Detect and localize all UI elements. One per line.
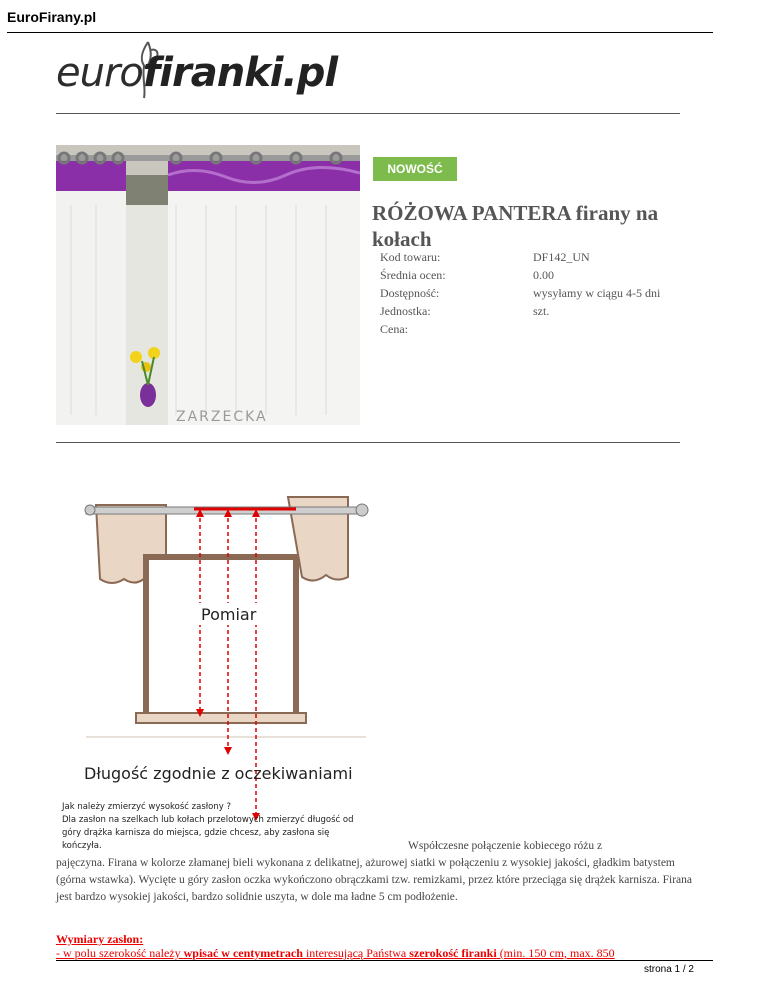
instruction-text: interesującą Państwa — [302, 946, 410, 960]
attribute-row — [380, 284, 683, 302]
product-image[interactable] — [56, 145, 360, 425]
attribute-row — [380, 266, 683, 284]
dimensions-title: Wymiary zasłon: — [56, 932, 144, 946]
attribute-label: Cena: — [380, 322, 408, 336]
attribute-value: szt. — [533, 304, 550, 318]
image-watermark: ZARZECKA — [176, 409, 268, 425]
product-description — [56, 838, 696, 906]
attribute-value — [533, 320, 683, 338]
instruction-text: - w polu szerokość należy — [56, 946, 184, 960]
attribute-label: Dostępność: — [380, 286, 440, 300]
logo-part-1: euro — [56, 50, 143, 96]
instruction-emphasis: wpisać w centymetrach — [183, 946, 303, 960]
footer-divider — [56, 960, 713, 961]
site-title: EuroFirany.pl — [7, 9, 97, 25]
product-title: RÓŻOWA PANTERA firany na kołach — [372, 201, 659, 251]
note-line: Dla zasłon na szelkach lub kołach przelotowych zmierzyć długość od — [62, 815, 354, 825]
product-attributes — [380, 248, 683, 338]
eurofiranki-logo[interactable] — [56, 38, 356, 108]
instruction-emphasis: szerokość firanki — [409, 946, 497, 960]
attribute-label: Średnia ocen: — [380, 268, 446, 282]
attribute-row — [380, 302, 683, 320]
note-line: kończyła. — [62, 841, 102, 851]
section-divider — [56, 113, 680, 114]
attribute-row — [380, 320, 683, 338]
attribute-label: Kod towaru: — [380, 250, 441, 264]
header-divider — [7, 32, 713, 33]
description-body: pajęczyna. Firana w kolorze złamanej bieli wykonana z delikatnej, ażurowej siatki w połączeniu z wysokiej jakości, gładkim batystem (górna wstawka). Wycięte u góry zasłon oczka wykończono obrączkami tzw. remizkami, przez które przeciąga się drążek karnisza. Firana jest bardzo wysokiej jakości, bardzo solidnie uszyta, w dole ma ładne 5 cm podłożenie. — [56, 857, 692, 903]
attribute-label: Jednostka: — [380, 304, 431, 318]
page-number: strona 1 / 2 — [643, 964, 694, 975]
dimensions-instruction — [56, 946, 615, 961]
attribute-row — [380, 248, 683, 266]
note-line: Jak należy zmierzyć wysokość zasłony ? — [62, 802, 231, 812]
measure-label: Pomiar — [201, 605, 257, 624]
new-badge: NOWOŚĆ — [373, 157, 457, 181]
attribute-value: DF142_UN — [533, 250, 590, 264]
length-label: Długość zgodnie z oczekiwaniami — [84, 764, 353, 783]
section-divider — [56, 442, 680, 443]
attribute-value: 0.00 — [533, 268, 554, 282]
note-line: góry drążka karnisza do miejsca, gdzie chcesz, aby zasłona się — [62, 828, 330, 838]
attribute-value: wysyłamy w ciągu 4-5 dni — [533, 286, 661, 300]
measurement-diagram — [56, 487, 392, 855]
description-first-line: Współczesne połączenie kobiecego różu z — [408, 840, 603, 852]
instruction-text: (min. 150 cm, max. 850 — [496, 946, 615, 960]
logo-part-2: firanki.pl — [142, 50, 338, 96]
